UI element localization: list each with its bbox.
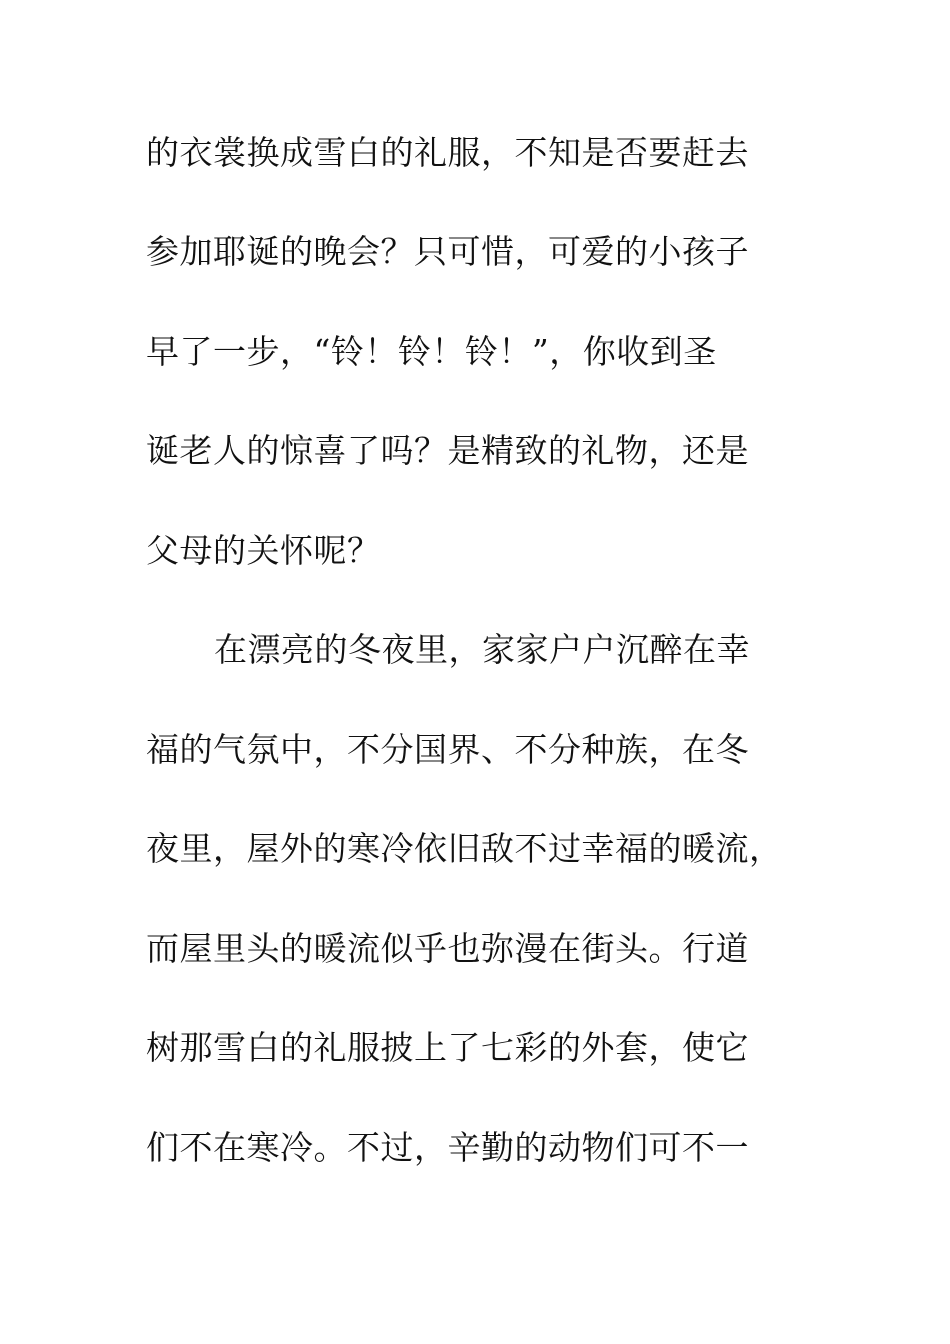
text-line: 夜里，屋外的寒冷依旧敌不过幸福的暖流， xyxy=(146,829,783,868)
text-line: 参加耶诞的晚会？只可惜，可爱的小孩子 xyxy=(146,232,749,271)
text-line: 福的气氛中，不分国界、不分种族，在冬 xyxy=(146,730,749,769)
text-line: 们不在寒冷。不过，辛勤的动物们可不一 xyxy=(146,1128,749,1167)
text-line: 而屋里头的暖流似乎也弥漫在街头。行道 xyxy=(146,929,749,968)
text-line: 树那雪白的礼服披上了七彩的外套，使它 xyxy=(146,1028,749,1067)
text-line: 父母的关怀呢？ xyxy=(146,531,381,570)
text-line-paragraph-start: 在漂亮的冬夜里，家家户户沉醉在幸 xyxy=(214,630,750,669)
text-line: 早了一步，“铃！铃！铃！”，你收到圣 xyxy=(146,332,717,371)
text-line: 的衣裳换成雪白的礼服，不知是否要赶去 xyxy=(146,133,749,172)
text-line: 诞老人的惊喜了吗？是精致的礼物，还是 xyxy=(146,431,749,470)
